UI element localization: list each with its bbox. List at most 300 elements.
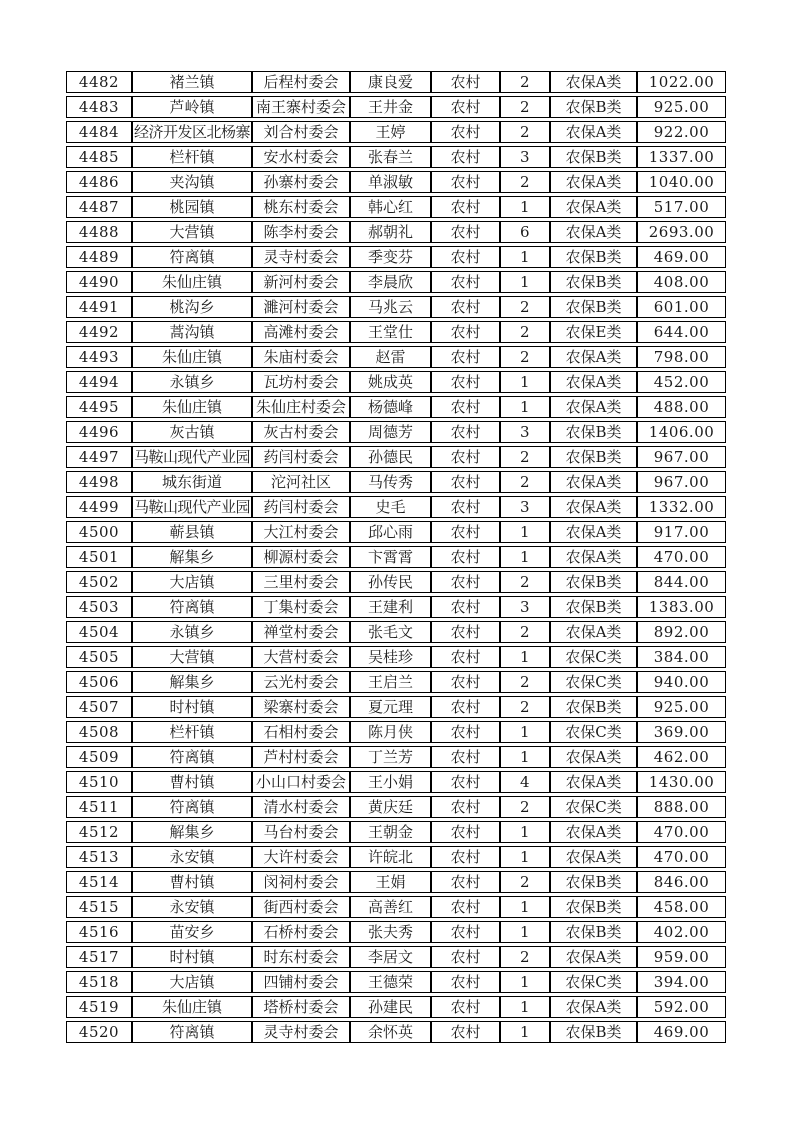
cell-village-committee: 三里村委会 (252, 571, 350, 593)
cell-village-committee: 云光村委会 (252, 671, 350, 693)
cell-record-number: 4512 (66, 821, 132, 843)
cell-record-number: 4489 (66, 246, 132, 268)
cell-record-number: 4502 (66, 571, 132, 593)
cell-town: 大店镇 (132, 971, 252, 993)
cell-person-name: 季变芬 (350, 246, 431, 268)
cell-village-committee: 丁集村委会 (252, 596, 350, 618)
cell-record-number: 4482 (66, 71, 132, 93)
cell-town: 蕲县镇 (132, 521, 252, 543)
cell-residence-type: 农村 (431, 421, 500, 443)
cell-residence-type: 农村 (431, 796, 500, 818)
cell-residence-type: 农村 (431, 996, 500, 1018)
cell-person-count: 2 (500, 121, 550, 143)
table-row (66, 946, 726, 968)
cell-town: 褚兰镇 (132, 71, 252, 93)
cell-residence-type: 农村 (431, 871, 500, 893)
cell-village-committee: 孙寨村委会 (252, 171, 350, 193)
cell-insurance-category: 农保B类 (550, 571, 637, 593)
cell-record-number: 4504 (66, 621, 132, 643)
table-body (66, 71, 726, 1043)
cell-person-count: 1 (500, 721, 550, 743)
cell-town: 大营镇 (132, 646, 252, 668)
cell-record-number: 4483 (66, 96, 132, 118)
cell-person-count: 1 (500, 196, 550, 218)
cell-record-number: 4516 (66, 921, 132, 943)
cell-person-count: 2 (500, 571, 550, 593)
cell-record-number: 4518 (66, 971, 132, 993)
cell-insurance-category: 农保B类 (550, 871, 637, 893)
cell-record-number: 4503 (66, 596, 132, 618)
cell-insurance-category: 农保B类 (550, 296, 637, 318)
cell-record-number: 4499 (66, 496, 132, 518)
cell-town: 朱仙庄镇 (132, 996, 252, 1018)
beneficiary-table (66, 68, 726, 1046)
cell-amount: 470.00 (637, 821, 726, 843)
cell-amount: 922.00 (637, 121, 726, 143)
table-row (66, 96, 726, 118)
cell-town: 符离镇 (132, 796, 252, 818)
cell-amount: 469.00 (637, 246, 726, 268)
cell-record-number: 4496 (66, 421, 132, 443)
cell-residence-type: 农村 (431, 696, 500, 718)
cell-village-committee: 瓦坊村委会 (252, 371, 350, 393)
cell-insurance-category: 农保A类 (550, 396, 637, 418)
cell-village-committee: 大江村委会 (252, 521, 350, 543)
table-row (66, 246, 726, 268)
table-row (66, 921, 726, 943)
cell-insurance-category: 农保A类 (550, 846, 637, 868)
cell-insurance-category: 农保A类 (550, 346, 637, 368)
cell-person-count: 2 (500, 96, 550, 118)
cell-town: 苗安乡 (132, 921, 252, 943)
cell-residence-type: 农村 (431, 521, 500, 543)
table-row (66, 471, 726, 493)
cell-person-name: 单淑敏 (350, 171, 431, 193)
cell-residence-type: 农村 (431, 71, 500, 93)
cell-village-committee: 禅堂村委会 (252, 621, 350, 643)
cell-town: 永镇乡 (132, 371, 252, 393)
table-row (66, 996, 726, 1018)
cell-residence-type: 农村 (431, 821, 500, 843)
cell-village-committee: 濉河村委会 (252, 296, 350, 318)
cell-amount: 517.00 (637, 196, 726, 218)
cell-record-number: 4511 (66, 796, 132, 818)
cell-person-name: 王建利 (350, 596, 431, 618)
cell-insurance-category: 农保A类 (550, 496, 637, 518)
cell-residence-type: 农村 (431, 471, 500, 493)
cell-record-number: 4498 (66, 471, 132, 493)
table-row (66, 346, 726, 368)
cell-town: 曹村镇 (132, 871, 252, 893)
cell-record-number: 4501 (66, 546, 132, 568)
cell-residence-type: 农村 (431, 246, 500, 268)
cell-person-name: 张春兰 (350, 146, 431, 168)
cell-village-committee: 大许村委会 (252, 846, 350, 868)
cell-town: 蒿沟镇 (132, 321, 252, 343)
cell-amount: 452.00 (637, 371, 726, 393)
cell-record-number: 4515 (66, 896, 132, 918)
cell-residence-type: 农村 (431, 921, 500, 943)
cell-record-number: 4488 (66, 221, 132, 243)
cell-village-committee: 朱仙庄村委会 (252, 396, 350, 418)
cell-person-name: 姚成英 (350, 371, 431, 393)
cell-residence-type: 农村 (431, 621, 500, 643)
cell-person-name: 丁兰芳 (350, 746, 431, 768)
cell-amount: 470.00 (637, 546, 726, 568)
cell-person-count: 2 (500, 946, 550, 968)
cell-village-committee: 塔桥村委会 (252, 996, 350, 1018)
cell-record-number: 4497 (66, 446, 132, 468)
cell-town: 马鞍山现代产业园 (134, 498, 251, 516)
cell-person-count: 1 (500, 371, 550, 393)
table-row (66, 146, 726, 168)
cell-record-number: 4500 (66, 521, 132, 543)
cell-village-committee: 灰古村委会 (252, 421, 350, 443)
cell-residence-type: 农村 (431, 846, 500, 868)
cell-person-count: 3 (500, 496, 550, 518)
table-row (66, 871, 726, 893)
cell-amount: 888.00 (637, 796, 726, 818)
table-row (66, 371, 726, 393)
cell-amount: 592.00 (637, 996, 726, 1018)
cell-town: 栏杆镇 (132, 721, 252, 743)
cell-village-committee: 石相村委会 (252, 721, 350, 743)
cell-town: 马鞍山现代产业园 (134, 448, 251, 466)
cell-insurance-category: 农保E类 (550, 321, 637, 343)
cell-record-number: 4493 (66, 346, 132, 368)
cell-person-count: 1 (500, 246, 550, 268)
cell-amount: 1337.00 (637, 146, 726, 168)
cell-person-name: 李居文 (350, 946, 431, 968)
cell-village-committee: 安水村委会 (252, 146, 350, 168)
cell-record-number: 4506 (66, 671, 132, 693)
table-row (66, 271, 726, 293)
cell-residence-type: 农村 (431, 546, 500, 568)
cell-amount: 967.00 (637, 471, 726, 493)
table-row (66, 546, 726, 568)
cell-insurance-category: 农保B类 (550, 896, 637, 918)
table-row (66, 821, 726, 843)
cell-person-name: 王娟 (350, 871, 431, 893)
cell-person-count: 1 (500, 996, 550, 1018)
table-row (66, 71, 726, 93)
cell-person-name: 韩心红 (350, 196, 431, 218)
cell-insurance-category: 农保A类 (550, 196, 637, 218)
cell-record-number: 4486 (66, 171, 132, 193)
cell-village-committee: 新河村委会 (252, 271, 350, 293)
cell-residence-type: 农村 (431, 896, 500, 918)
cell-person-count: 3 (500, 596, 550, 618)
cell-town: 大店镇 (132, 571, 252, 593)
cell-town: 解集乡 (132, 821, 252, 843)
table-row (66, 446, 726, 468)
cell-village-committee: 朱庙村委会 (252, 346, 350, 368)
cell-record-number: 4505 (66, 646, 132, 668)
cell-person-count: 1 (500, 271, 550, 293)
cell-person-name: 王小娟 (350, 771, 431, 793)
cell-amount: 488.00 (637, 396, 726, 418)
cell-amount: 408.00 (637, 271, 726, 293)
cell-person-name: 马兆云 (350, 296, 431, 318)
cell-insurance-category: 农保A类 (550, 821, 637, 843)
cell-record-number: 4494 (66, 371, 132, 393)
table-row (66, 971, 726, 993)
cell-person-count: 1 (500, 921, 550, 943)
cell-town: 解集乡 (132, 546, 252, 568)
cell-town: 芦岭镇 (132, 96, 252, 118)
cell-village-committee: 沱河社区 (252, 471, 350, 493)
cell-amount: 940.00 (637, 671, 726, 693)
cell-insurance-category: 农保B类 (550, 696, 637, 718)
cell-amount: 644.00 (637, 321, 726, 343)
cell-village-committee: 后程村委会 (252, 71, 350, 93)
cell-residence-type: 农村 (431, 371, 500, 393)
table-row (66, 696, 726, 718)
cell-village-committee: 街西村委会 (252, 896, 350, 918)
cell-insurance-category: 农保C类 (550, 646, 637, 668)
cell-insurance-category: 农保A类 (550, 471, 637, 493)
table-row (66, 396, 726, 418)
cell-record-number: 4484 (66, 121, 132, 143)
cell-person-count: 1 (500, 846, 550, 868)
cell-village-committee: 石桥村委会 (252, 921, 350, 943)
cell-person-count: 6 (500, 221, 550, 243)
cell-residence-type: 农村 (431, 96, 500, 118)
cell-person-name: 吴桂珍 (350, 646, 431, 668)
cell-village-committee: 马台村委会 (252, 821, 350, 843)
cell-amount: 402.00 (637, 921, 726, 943)
cell-town: 符离镇 (132, 246, 252, 268)
cell-amount: 384.00 (637, 646, 726, 668)
cell-village-committee: 闵祠村委会 (252, 871, 350, 893)
cell-record-number: 4517 (66, 946, 132, 968)
cell-amount: 601.00 (637, 296, 726, 318)
cell-residence-type: 农村 (431, 271, 500, 293)
cell-town: 朱仙庄镇 (132, 396, 252, 418)
cell-insurance-category: 农保A类 (550, 71, 637, 93)
cell-insurance-category: 农保B类 (550, 146, 637, 168)
cell-person-name: 张毛文 (350, 621, 431, 643)
cell-person-name: 王婷 (350, 121, 431, 143)
cell-person-count: 2 (500, 321, 550, 343)
cell-insurance-category: 农保A类 (550, 996, 637, 1018)
table-row (66, 721, 726, 743)
cell-person-count: 1 (500, 896, 550, 918)
cell-person-name: 陈月侠 (350, 721, 431, 743)
cell-amount: 1383.00 (637, 596, 726, 618)
table-row (66, 746, 726, 768)
cell-residence-type: 农村 (431, 596, 500, 618)
cell-town: 解集乡 (132, 671, 252, 693)
cell-person-name: 余怀英 (350, 1021, 431, 1043)
cell-record-number: 4485 (66, 146, 132, 168)
cell-amount: 470.00 (637, 846, 726, 868)
cell-person-name: 卞霄霄 (350, 546, 431, 568)
cell-amount: 1332.00 (637, 496, 726, 518)
cell-insurance-category: 农保B类 (550, 596, 637, 618)
cell-town: 符离镇 (132, 1021, 252, 1043)
cell-residence-type: 农村 (431, 771, 500, 793)
cell-residence-type: 农村 (431, 946, 500, 968)
cell-insurance-category: 农保C类 (550, 671, 637, 693)
table-row (66, 171, 726, 193)
cell-town: 经济开发区北杨寨 (134, 123, 251, 141)
cell-village-committee: 清水村委会 (252, 796, 350, 818)
cell-village-committee: 大营村委会 (252, 646, 350, 668)
cell-village-committee: 灵寺村委会 (252, 1021, 350, 1043)
cell-insurance-category: 农保B类 (550, 271, 637, 293)
cell-village-committee: 时东村委会 (252, 946, 350, 968)
cell-residence-type: 农村 (431, 121, 500, 143)
table-row (66, 196, 726, 218)
cell-residence-type: 农村 (431, 396, 500, 418)
cell-person-name: 马传秀 (350, 471, 431, 493)
cell-insurance-category: 农保B类 (550, 96, 637, 118)
cell-insurance-category: 农保A类 (550, 371, 637, 393)
cell-residence-type: 农村 (431, 321, 500, 343)
table-row (66, 221, 726, 243)
cell-record-number: 4508 (66, 721, 132, 743)
cell-amount: 892.00 (637, 621, 726, 643)
cell-record-number: 4491 (66, 296, 132, 318)
cell-insurance-category: 农保B类 (550, 246, 637, 268)
cell-amount: 469.00 (637, 1021, 726, 1043)
cell-person-name: 赵雷 (350, 346, 431, 368)
cell-village-committee: 四铺村委会 (252, 971, 350, 993)
cell-person-name: 夏元理 (350, 696, 431, 718)
cell-village-committee: 高滩村委会 (252, 321, 350, 343)
cell-person-count: 1 (500, 821, 550, 843)
cell-insurance-category: 农保B类 (550, 421, 637, 443)
cell-person-name: 孙建民 (350, 996, 431, 1018)
cell-town: 永安镇 (132, 846, 252, 868)
cell-residence-type: 农村 (431, 496, 500, 518)
cell-amount: 917.00 (637, 521, 726, 543)
cell-village-committee: 药闫村委会 (252, 446, 350, 468)
cell-amount: 967.00 (637, 446, 726, 468)
cell-town: 时村镇 (132, 696, 252, 718)
cell-town: 符离镇 (132, 596, 252, 618)
cell-person-name: 王朝金 (350, 821, 431, 843)
cell-insurance-category: 农保A类 (550, 121, 637, 143)
cell-residence-type: 农村 (431, 346, 500, 368)
table-row (66, 596, 726, 618)
cell-amount: 925.00 (637, 96, 726, 118)
cell-residence-type: 农村 (431, 171, 500, 193)
cell-town: 灰古镇 (132, 421, 252, 443)
cell-town: 永镇乡 (132, 621, 252, 643)
cell-residence-type: 农村 (431, 721, 500, 743)
cell-town: 朱仙庄镇 (132, 271, 252, 293)
cell-amount: 369.00 (637, 721, 726, 743)
cell-person-count: 4 (500, 771, 550, 793)
cell-village-committee: 柳源村委会 (252, 546, 350, 568)
table-row (66, 796, 726, 818)
cell-village-committee: 梁寨村委会 (252, 696, 350, 718)
cell-town: 桃园镇 (132, 196, 252, 218)
cell-person-count: 2 (500, 671, 550, 693)
table-row (66, 571, 726, 593)
cell-insurance-category: 农保A类 (550, 621, 637, 643)
cell-person-name: 郝朝礼 (350, 221, 431, 243)
cell-person-name: 周德芳 (350, 421, 431, 443)
cell-village-committee: 桃东村委会 (252, 196, 350, 218)
cell-insurance-category: 农保B类 (550, 1021, 637, 1043)
cell-person-count: 3 (500, 421, 550, 443)
cell-town: 城东街道 (132, 471, 252, 493)
cell-town: 夹沟镇 (132, 171, 252, 193)
cell-person-count: 3 (500, 146, 550, 168)
cell-person-count: 1 (500, 521, 550, 543)
cell-person-count: 2 (500, 171, 550, 193)
cell-town: 朱仙庄镇 (132, 346, 252, 368)
cell-person-name: 王德荣 (350, 971, 431, 993)
cell-person-count: 2 (500, 71, 550, 93)
table-row (66, 846, 726, 868)
cell-record-number: 4509 (66, 746, 132, 768)
table-row (66, 671, 726, 693)
cell-residence-type: 农村 (431, 1021, 500, 1043)
cell-amount: 1430.00 (637, 771, 726, 793)
cell-person-name: 杨德峰 (350, 396, 431, 418)
cell-insurance-category: 农保A类 (550, 221, 637, 243)
cell-person-name: 王堂仕 (350, 321, 431, 343)
cell-person-count: 2 (500, 471, 550, 493)
cell-residence-type: 农村 (431, 971, 500, 993)
cell-amount: 1040.00 (637, 171, 726, 193)
cell-person-count: 1 (500, 646, 550, 668)
cell-village-committee: 小山口村委会 (252, 771, 350, 793)
cell-record-number: 4513 (66, 846, 132, 868)
cell-person-count: 2 (500, 796, 550, 818)
cell-record-number: 4492 (66, 321, 132, 343)
cell-town: 桃沟乡 (132, 296, 252, 318)
cell-amount: 458.00 (637, 896, 726, 918)
cell-residence-type: 农村 (431, 646, 500, 668)
cell-insurance-category: 农保A类 (550, 946, 637, 968)
cell-person-count: 2 (500, 346, 550, 368)
table-row (66, 421, 726, 443)
cell-person-count: 1 (500, 546, 550, 568)
cell-amount: 462.00 (637, 746, 726, 768)
cell-record-number: 4507 (66, 696, 132, 718)
cell-village-committee: 灵寺村委会 (252, 246, 350, 268)
cell-person-count: 2 (500, 621, 550, 643)
table-row (66, 521, 726, 543)
cell-village-committee: 刘合村委会 (252, 121, 350, 143)
cell-insurance-category: 农保A类 (550, 771, 637, 793)
cell-amount: 959.00 (637, 946, 726, 968)
cell-record-number: 4495 (66, 396, 132, 418)
cell-person-count: 2 (500, 446, 550, 468)
table-row (66, 121, 726, 143)
cell-person-name: 黄庆廷 (350, 796, 431, 818)
cell-amount: 846.00 (637, 871, 726, 893)
table-row (66, 321, 726, 343)
table-row (66, 771, 726, 793)
cell-record-number: 4514 (66, 871, 132, 893)
cell-amount: 925.00 (637, 696, 726, 718)
cell-village-committee: 药闫村委会 (252, 496, 350, 518)
cell-amount: 798.00 (637, 346, 726, 368)
cell-town: 永安镇 (132, 896, 252, 918)
cell-village-committee: 南王寨村委会 (252, 96, 350, 118)
cell-person-name: 许皖北 (350, 846, 431, 868)
cell-residence-type: 农村 (431, 446, 500, 468)
cell-record-number: 4490 (66, 271, 132, 293)
cell-village-committee: 陈李村委会 (252, 221, 350, 243)
cell-person-count: 1 (500, 746, 550, 768)
